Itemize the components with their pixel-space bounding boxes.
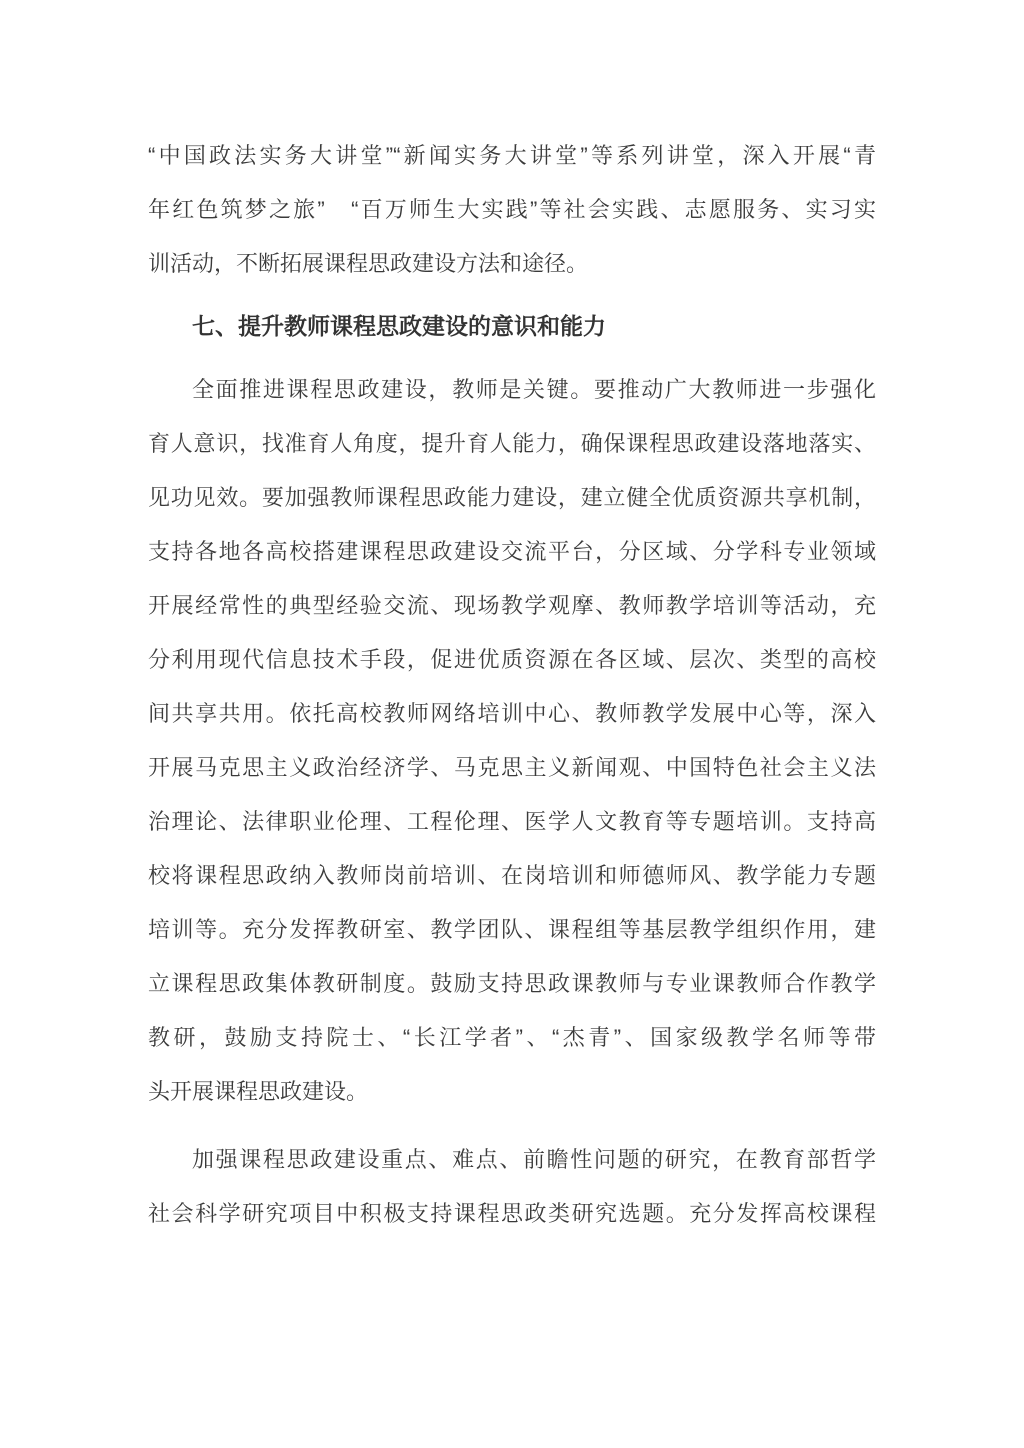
text-line: 头开展课程思政建设。 — [148, 1079, 369, 1104]
text-line: 开展马克思主义政治经济学、马克思主义新闻观、中国特色社会主义法 — [148, 755, 876, 780]
text-line: 分利用现代信息技术手段，促进优质资源在各区域、层次、类型的高校 — [148, 647, 876, 672]
text-line: 校将课程思政纳入教师岗前培训、在岗培训和师德师风、教学能力专题 — [148, 863, 876, 888]
section-heading: 七、提升教师课程思政建设的意识和能力 — [192, 313, 606, 339]
text-line: 加强课程思政建设重点、难点、前瞻性问题的研究，在教育部哲学 — [192, 1147, 876, 1172]
text-line: 育人意识，找准育人角度，提升育人能力，确保课程思政建设落地落实、 — [148, 431, 876, 456]
text-line: 社会科学研究项目中积极支持课程思政类研究选题。充分发挥高校课程 — [148, 1201, 876, 1226]
paragraph — [148, 129, 876, 291]
text-line: 培训等。充分发挥教研室、教学团队、课程组等基层教学组织作用，建 — [148, 917, 876, 942]
document-body — [148, 129, 876, 1241]
text-line: 年红色筑梦之旅” “百万师生大实践”等社会实践、志愿服务、实习实 — [148, 197, 876, 222]
paragraph — [148, 363, 876, 1119]
paragraph — [148, 1133, 876, 1241]
text-line: “中国政法实务大讲堂”“新闻实务大讲堂”等系列讲堂，深入开展“青 — [148, 143, 876, 168]
text-line: 开展经常性的典型经验交流、现场教学观摩、教师教学培训等活动，充 — [148, 593, 876, 618]
text-line: 间共享共用。依托高校教师网络培训中心、教师教学发展中心等，深入 — [148, 701, 876, 726]
text-line: 见功见效。要加强教师课程思政能力建设，建立健全优质资源共享机制， — [148, 485, 876, 510]
text-line: 教研，鼓励支持院士、“长江学者”、“杰青”、国家级教学名师等带 — [148, 1025, 876, 1050]
text-line: 治理论、法律职业伦理、工程伦理、医学人文教育等专题培训。支持高 — [148, 809, 876, 834]
text-line: 训活动，不断拓展课程思政建设方法和途径。 — [148, 251, 589, 276]
text-line: 立课程思政集体教研制度。鼓励支持思政课教师与专业课教师合作教学 — [148, 971, 876, 996]
text-line: 全面推进课程思政建设，教师是关键。要推动广大教师进一步强化 — [192, 377, 876, 402]
text-line: 支持各地各高校搭建课程思政建设交流平台，分区域、分学科专业领域 — [148, 539, 876, 564]
